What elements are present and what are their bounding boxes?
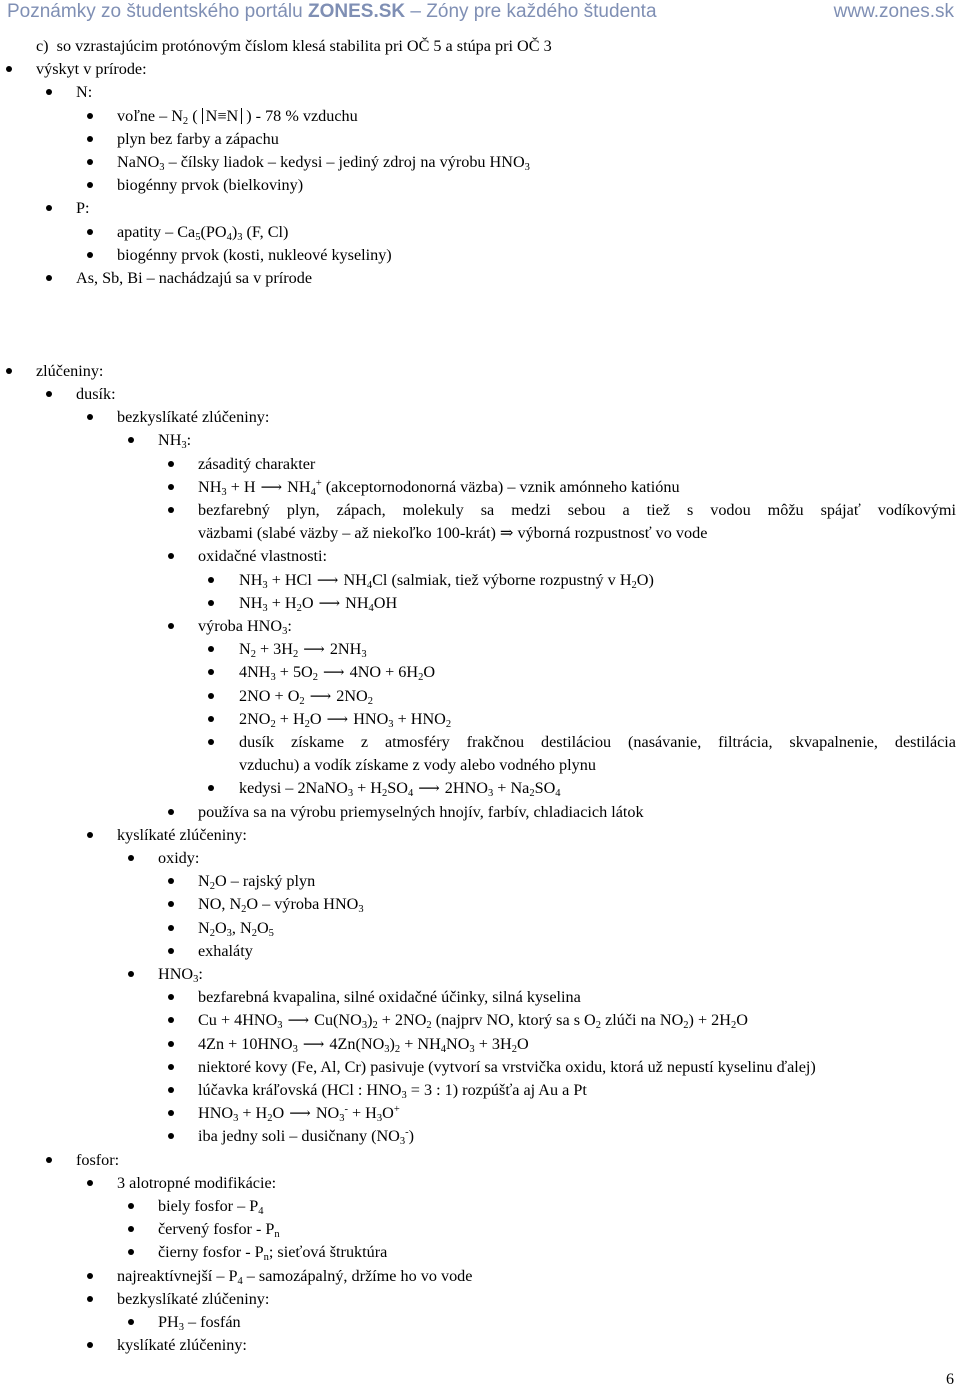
outline-line: dusík: <box>76 385 116 403</box>
outline-line: výskyt v prírode: <box>36 60 147 78</box>
outline-line: $NH_3 + H_2O$ ⟶ $NH_4OH$ <box>239 594 398 614</box>
outline-line: vzduchu) a vodík získame z vody alebo vodného plynu <box>239 756 596 774</box>
bullet-marker <box>168 507 174 513</box>
outline-line: používa sa na výrobu priemyselných hnojív, farbív, chladiacich látok <box>198 803 644 821</box>
bullet-marker <box>208 669 214 675</box>
bullet-marker <box>46 205 52 211</box>
outline-line: oxidy: <box>158 849 200 867</box>
bullet-marker <box>87 229 93 235</box>
bullet-marker <box>168 878 174 884</box>
bullet-marker <box>168 461 174 467</box>
outline-line: $NH_3$ + HCl ⟶ $NH_4Cl$ (salmiak, tiež výborne rozpustný v $H_2O$) <box>239 571 654 591</box>
header-suffix: – Zóny pre každého študenta <box>405 1 657 22</box>
bullet-marker <box>208 693 214 699</box>
bullet-marker <box>168 553 174 559</box>
outline-line: P: <box>76 199 90 217</box>
bullet-marker <box>87 1342 93 1348</box>
outline-line: NaNO$_3$ – čílsky liadok – kedysi – jediný zdroj na výrobu $HNO_3$ <box>117 153 530 173</box>
outline-line: $4Zn + 10HNO_3$ ⟶ $4Zn(NO_3)_2 + NH_4NO_3 + 3H_2O$ <box>198 1035 529 1055</box>
outline-line: oxidačné vlastnosti: <box>198 547 328 565</box>
bullet-marker <box>87 182 93 188</box>
outline-line: NO, $N_2O$ – výroba $HNO_3$ <box>198 895 364 915</box>
bullet-marker <box>168 1133 174 1139</box>
outline-line: $HNO_3$: <box>158 965 203 985</box>
bullet-marker <box>87 159 93 165</box>
bullet-marker <box>168 901 174 907</box>
outline-line: biely fosfor – $P_4$ <box>158 1197 264 1217</box>
outline-line: kyslíkaté zlúčeniny: <box>117 826 247 844</box>
bullet-marker <box>6 66 12 72</box>
bullet-marker <box>46 391 52 397</box>
outline-line: N: <box>76 83 93 101</box>
outline-line: iba jedny soli – dusičnany $(NO_3^-)$ <box>198 1127 415 1147</box>
bullet-marker <box>128 437 134 443</box>
outline-line: plyn bez farby a zápachu <box>117 130 279 148</box>
bullet-marker <box>168 809 174 815</box>
bullet-marker <box>208 577 214 583</box>
bullet-marker <box>46 275 52 281</box>
outline-line: niektoré kovy (Fe, Al, Cr) pasivuje (vytvorí sa vrstvička oxidu, ktorá už nepustí kyselinu ďalej) <box>198 1058 816 1076</box>
outline-line: dusík získame z atmosféry frakčnou destiláciou (nasávanie, filtrácia, skvapalnenie, destilácia <box>239 733 956 751</box>
bullet-marker <box>208 646 214 652</box>
outline-line: bezfarebná kvapalina, silné oxidačné účinky, silná kyselina <box>198 988 581 1006</box>
bullet-marker <box>128 1226 134 1232</box>
outline-line: najreaktívnejší – $P_4$ – samozápalný, držíme ho vo vode <box>117 1267 473 1287</box>
outline-line: kedysi – 2NaNO$_3$ + $H_2SO_4$ ⟶ $2HNO_3 + Na_2SO_4$ <box>239 779 561 799</box>
outline-line: $NH_3 + H$ ⟶ $NH_4^+$ (akceptornodonorná väzba) – vznik amónneho katiónu <box>198 478 680 498</box>
header-url[interactable]: www.zones.sk <box>833 1 954 22</box>
outline-line: lúčavka kráľovská (HCl : $HNO_3 = 3$ : 1) rozpúšťa aj Au a Pt <box>198 1081 587 1101</box>
bullet-marker <box>128 1319 134 1325</box>
outline-line: 3 alotropné modifikácie: <box>117 1174 277 1192</box>
bullet-marker <box>168 994 174 1000</box>
outline-line: väzbami (slabé väzby – až niekoľko 100-krát) ⇒ výborná rozpustnosť vo vode <box>198 524 708 542</box>
bullet-marker <box>168 925 174 931</box>
outline-line: biogénny prvok (kosti, nukleové kyseliny) <box>117 246 392 264</box>
header-prefix: Poznámky zo študentského portálu <box>7 1 309 22</box>
bullet-marker <box>168 484 174 490</box>
outline-line: bezfarebný plyn, zápach, molekuly sa medzi sebou a tiež s vodou môžu spájať vodíkovými <box>198 501 956 519</box>
bullet-marker <box>87 1296 93 1302</box>
outline-line: exhaláty <box>198 942 253 960</box>
header-brand: ZONES.SK <box>308 1 406 22</box>
page-header <box>0 0 960 26</box>
outline-line: $N_2O_3$, $N_2O_5$ <box>198 919 274 939</box>
outline-line: zlúčeniny: <box>36 362 104 380</box>
bullet-marker <box>208 600 214 606</box>
bullet-marker <box>168 1110 174 1116</box>
bullet-marker <box>46 89 52 95</box>
bullet-marker <box>168 948 174 954</box>
bullet-marker <box>128 1249 134 1255</box>
bullet-marker <box>168 1087 174 1093</box>
outline-line: $2NO_2 + H_2O$ ⟶ $HNO_3 + HNO_2$ <box>239 710 452 730</box>
bullet-marker <box>128 1203 134 1209</box>
bullet-marker <box>87 1180 93 1186</box>
outline-line: fosfor: <box>76 1151 120 1169</box>
bullet-marker <box>208 785 214 791</box>
bullet-marker <box>87 136 93 142</box>
bullet-marker <box>87 414 93 420</box>
bullet-marker <box>87 832 93 838</box>
header-title <box>7 1 657 23</box>
outline-line: výroba $HNO_3$: <box>198 617 292 637</box>
bullet-marker <box>87 113 93 119</box>
bullet-marker <box>87 252 93 258</box>
bullet-marker <box>6 368 12 374</box>
outline-line: apatity – $Ca_5(PO_4)_3$ (F, Cl) <box>117 223 289 243</box>
bullet-marker <box>128 971 134 977</box>
outline-line: As, Sb, Bi – nachádzajú sa v prírode <box>76 269 313 287</box>
bullet-marker <box>168 1017 174 1023</box>
outline-line: kyslíkaté zlúčeniny: <box>117 1336 247 1354</box>
bullet-marker <box>168 1064 174 1070</box>
outline-line: c) so vzrastajúcim protónovým číslom klesá stabilita pri OČ 5 a stúpa pri OČ 3 <box>36 37 552 55</box>
bullet-marker <box>87 1273 93 1279</box>
bullet-marker <box>208 716 214 722</box>
outline-line: bezkyslíkaté zlúčeniny: <box>117 1290 270 1308</box>
outline-line: $NH_3$: <box>158 431 192 451</box>
outline-line: $PH_3$ – fosfán <box>158 1313 241 1333</box>
outline-line: $HNO_3 + H_2O$ ⟶ $NO_3^- + H_3O^+$ <box>198 1104 400 1124</box>
bullet-marker <box>46 1157 52 1163</box>
outline-line: $N_2 + 3H_2$ ⟶ $2NH_3$ <box>239 640 367 660</box>
outline-line: biogénny prvok (bielkoviny) <box>117 176 304 194</box>
outline-line: $Cu + 4HNO_3$ ⟶ $Cu(NO_3)_2 + 2NO_2$ (najprv NO, ktorý sa s $O_2$ zlúči na $NO_2) + 2H_2O$ <box>198 1011 748 1031</box>
outline-line: červený fosfor - $P_n$ <box>158 1220 280 1240</box>
bullet-marker <box>128 855 134 861</box>
outline-line: $2NO + O_2$ ⟶ $2NO_2$ <box>239 687 373 707</box>
outline-line: zásaditý charakter <box>198 455 316 473</box>
bullet-marker <box>168 623 174 629</box>
outline-line: čierny fosfor - $P_n$; sieťová štruktúra <box>158 1243 388 1263</box>
bullet-marker <box>168 1041 174 1047</box>
outline-line: $N_2O$ – rajský plyn <box>198 872 316 892</box>
outline-line: $4NH_3 + 5O_2$ ⟶ $4NO + 6H_2O$ <box>239 663 436 683</box>
outline-line: voľne – $N_2$ ( N≡N ) - 78 % vzduchu <box>117 107 358 127</box>
page-number: 6 <box>946 1371 954 1388</box>
outline-line: bezkyslíkaté zlúčeniny: <box>117 408 270 426</box>
bullet-marker <box>208 739 214 745</box>
